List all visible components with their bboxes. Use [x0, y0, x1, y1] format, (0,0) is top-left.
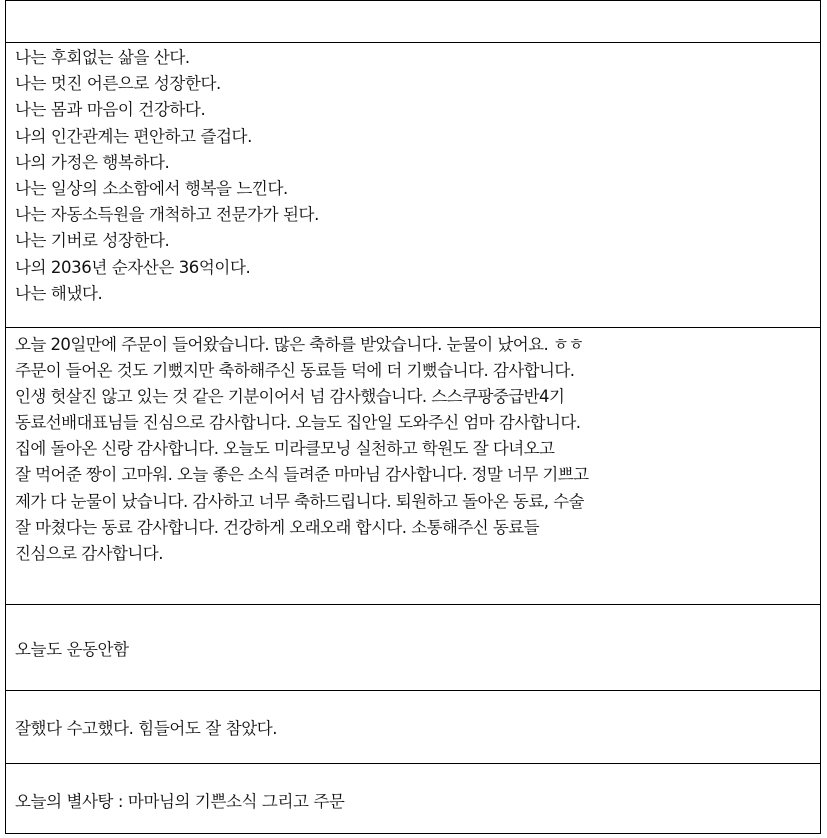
affirmation-line: 나는 몸과 마음이 건강하다.: [15, 100, 206, 120]
affirmation-line: 나는 자동소득원을 개척하고 전문가가 된다.: [15, 205, 319, 225]
affirmations-cell: [6, 43, 820, 328]
affirmation-line: 나는 해냈다.: [15, 283, 103, 303]
journal-table: [5, 0, 821, 834]
gratitude-line: 주문이 들어온 것도 기뻤지만 축하해주신 동료들 덕에 더 기뻤습니다. 감사합니다.: [15, 361, 575, 381]
affirmation-line: 나의 가정은 행복하다.: [15, 152, 170, 172]
affirmation-line: 나는 기버로 성장한다.: [15, 231, 170, 251]
gratitude-line: 잘 마쳤다는 동료 감사합니다. 건강하게 오래오래 합시다. 소통해주신 동료들: [15, 517, 540, 537]
gratitude-line: 잘 먹어준 짱이 고마워. 오늘 좋은 소식 들려준 마마님 감사합니다. 정말 너무 기쁘고: [15, 465, 589, 485]
header-row: [6, 1, 820, 43]
highlight-text: 오늘의 별사탕 : 마마님의 기쁜소식 그리고 주문: [15, 791, 345, 811]
affirmation-line: 나의 2036년 순자산은 36억이다.: [15, 257, 251, 277]
affirmation-line: 나는 일상의 소소함에서 행복을 느낀다.: [15, 179, 288, 199]
gratitude-line: 집에 돌아온 신랑 감사합니다. 오늘도 미라클모닝 실천하고 학원도 잘 다녀오고: [15, 439, 555, 459]
gratitude-line: 동료선배대표님들 진심으로 감사합니다. 오늘도 집안일 도와주신 엄마 감사합니다.: [15, 413, 581, 433]
gratitude-line: 오늘 20일만에 주문이 들어왔습니다. 많은 축하를 받았습니다. 눈물이 났어요. ㅎㅎ: [15, 335, 584, 354]
highlight-cell: [6, 764, 820, 835]
self-praise-text: 잘했다 수고했다. 힘들어도 잘 참았다.: [15, 719, 278, 738]
gratitude-line: 인생 헛살진 않고 있는 것 같은 기분이어서 넘 감사했습니다. 스스쿠팡중급반4기: [15, 387, 565, 407]
affirmation-line: 나는 후회없는 삶을 산다.: [15, 48, 190, 67]
affirmation-line: 나의 인간관계는 편안하고 즐겁다.: [15, 126, 252, 146]
exercise-text: 오늘도 운동안함: [15, 639, 129, 659]
affirmation-line: 나는 멋진 어른으로 성장한다.: [15, 74, 221, 94]
gratitude-line: 진심으로 감사합니다.: [15, 543, 163, 563]
gratitude-cell: [6, 328, 820, 605]
gratitude-line: 제가 다 눈물이 났습니다. 감사하고 너무 축하드립니다. 퇴원하고 돌아온 동료, 수술: [15, 491, 584, 511]
self-praise-cell: [6, 691, 820, 764]
exercise-cell: [6, 605, 820, 691]
